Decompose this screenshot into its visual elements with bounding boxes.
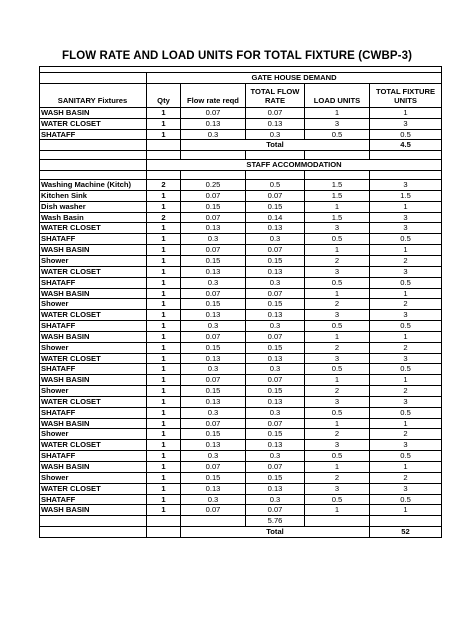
empty-cell (181, 151, 246, 160)
table-row (40, 494, 442, 505)
flow-rate-cell: 0.15 (181, 255, 246, 266)
qty-cell: 1 (147, 386, 181, 397)
empty-cell (40, 151, 147, 160)
fixture-units-cell: 2 (370, 342, 442, 353)
fixture-name-cell: Kitchen Sink (40, 190, 147, 201)
load-units-cell: 1 (305, 245, 370, 256)
fixture-name-cell: Dish washer (40, 201, 147, 212)
blank-row (40, 151, 442, 160)
fixture-units-cell: 2 (370, 299, 442, 310)
fixture-units-cell: 0.5 (370, 321, 442, 332)
load-units-cell: 2 (305, 429, 370, 440)
flow-rate-cell: 0.13 (181, 118, 246, 129)
flow-rate-cell: 0.13 (181, 440, 246, 451)
empty-cell (370, 516, 442, 527)
table-row (40, 418, 442, 429)
fixture-units-cell: 3 (370, 180, 442, 191)
total-flow-cell: 0.13 (246, 483, 305, 494)
qty-cell: 2 (147, 212, 181, 223)
load-units-cell: 0.5 (305, 364, 370, 375)
total-flow-cell: 0.14 (246, 212, 305, 223)
qty-cell: 1 (147, 277, 181, 288)
flow-sum-row (40, 516, 442, 527)
flow-rate-cell: 0.13 (181, 266, 246, 277)
table-row (40, 223, 442, 234)
qty-cell: 1 (147, 418, 181, 429)
table-row (40, 386, 442, 397)
total-row (40, 527, 442, 538)
load-units-cell: 2 (305, 342, 370, 353)
table-row (40, 331, 442, 342)
load-units-cell: 3 (305, 266, 370, 277)
column-header: Qty (147, 83, 181, 107)
flow-rate-cell: 0.3 (181, 321, 246, 332)
total-value: 4.5 (370, 140, 442, 151)
qty-cell: 1 (147, 201, 181, 212)
fixture-name-cell: WATER CLOSET (40, 483, 147, 494)
fixture-name-cell: WATER CLOSET (40, 223, 147, 234)
flow-rate-cell: 0.07 (181, 375, 246, 386)
flow-rate-cell: 0.3 (181, 451, 246, 462)
qty-cell: 1 (147, 288, 181, 299)
total-flow-cell: 0.13 (246, 353, 305, 364)
fixture-name-cell: SHATAFF (40, 364, 147, 375)
fixture-name-cell: Shower (40, 429, 147, 440)
empty-cell (181, 171, 246, 180)
fixture-name-cell: SHATAFF (40, 494, 147, 505)
fixture-name-cell: WASH BASIN (40, 375, 147, 386)
empty-cell (370, 171, 442, 180)
fixture-units-cell: 0.5 (370, 364, 442, 375)
fixture-units-cell: 2 (370, 472, 442, 483)
fixture-units-cell: 3 (370, 118, 442, 129)
load-units-cell: 1.5 (305, 190, 370, 201)
total-flow-cell: 0.3 (246, 321, 305, 332)
load-units-cell: 1 (305, 288, 370, 299)
load-units-cell: 2 (305, 386, 370, 397)
flow-rate-cell: 0.13 (181, 310, 246, 321)
total-flow-cell: 0.5 (246, 180, 305, 191)
fixture-name-cell: SHATAFF (40, 451, 147, 462)
qty-cell: 1 (147, 494, 181, 505)
fixture-name-cell: SHATAFF (40, 407, 147, 418)
empty-cell (40, 160, 147, 171)
section-heading-row (40, 160, 442, 171)
qty-cell: 1 (147, 118, 181, 129)
empty-cell (147, 151, 181, 160)
column-header: LOAD UNITS (305, 83, 370, 107)
empty-cell (147, 527, 181, 538)
fixture-name-cell: WASH BASIN (40, 107, 147, 118)
table-row (40, 375, 442, 386)
qty-cell: 1 (147, 234, 181, 245)
fixture-name-cell: Wash Basin (40, 212, 147, 223)
blank-row (40, 171, 442, 180)
fixture-units-cell: 1 (370, 107, 442, 118)
table-row (40, 353, 442, 364)
flow-rate-cell: 0.07 (181, 331, 246, 342)
fixture-units-cell: 1 (370, 505, 442, 516)
total-flow-cell: 0.13 (246, 396, 305, 407)
flow-rate-cell: 0.3 (181, 234, 246, 245)
total-flow-cell: 0.15 (246, 342, 305, 353)
table-row (40, 255, 442, 266)
qty-cell: 1 (147, 342, 181, 353)
table-row (40, 440, 442, 451)
table-row (40, 212, 442, 223)
fixture-name-cell: WATER CLOSET (40, 440, 147, 451)
load-units-cell: 2 (305, 255, 370, 266)
empty-cell (40, 171, 147, 180)
fixture-units-cell: 2 (370, 255, 442, 266)
fixture-name-cell: Washing Machine (Kitch) (40, 180, 147, 191)
empty-cell (370, 151, 442, 160)
table-row (40, 342, 442, 353)
flow-rate-cell: 0.15 (181, 429, 246, 440)
flow-sum-value: 5.76 (246, 516, 305, 527)
load-units-cell: 3 (305, 310, 370, 321)
load-units-cell: 1 (305, 418, 370, 429)
flow-rate-cell: 0.3 (181, 494, 246, 505)
column-header: TOTAL FLOW RATE (246, 83, 305, 107)
flow-rate-cell: 0.07 (181, 190, 246, 201)
flow-rate-cell: 0.13 (181, 483, 246, 494)
total-row (40, 140, 442, 151)
total-flow-cell: 0.13 (246, 310, 305, 321)
table-row (40, 451, 442, 462)
total-flow-cell: 0.3 (246, 277, 305, 288)
table-row (40, 396, 442, 407)
empty-cell (147, 140, 181, 151)
fixture-units-cell: 0.5 (370, 494, 442, 505)
load-units-cell: 0.5 (305, 451, 370, 462)
flow-rate-cell: 0.15 (181, 342, 246, 353)
load-units-cell: 0.5 (305, 321, 370, 332)
fixture-units-cell: 3 (370, 212, 442, 223)
load-units-cell: 1 (305, 462, 370, 473)
empty-cell (305, 516, 370, 527)
total-flow-cell: 0.13 (246, 223, 305, 234)
fixture-name-cell: Shower (40, 472, 147, 483)
load-units-cell: 3 (305, 223, 370, 234)
table-row (40, 245, 442, 256)
fixture-units-cell: 0.5 (370, 451, 442, 462)
flow-rate-cell: 0.3 (181, 364, 246, 375)
column-header-row (40, 83, 442, 107)
empty-cell (305, 151, 370, 160)
empty-cell (246, 151, 305, 160)
qty-cell: 1 (147, 483, 181, 494)
table-row (40, 277, 442, 288)
total-flow-cell: 0.07 (246, 418, 305, 429)
table-row (40, 462, 442, 473)
load-units-cell: 3 (305, 353, 370, 364)
fixture-units-cell: 3 (370, 440, 442, 451)
fixture-units-cell: 1.5 (370, 190, 442, 201)
qty-cell: 1 (147, 107, 181, 118)
column-header: Flow rate reqd (181, 83, 246, 107)
load-units-cell: 1 (305, 201, 370, 212)
section-heading: STAFF ACCOMMODATION (147, 160, 442, 171)
qty-cell: 1 (147, 407, 181, 418)
flow-rate-cell: 0.07 (181, 107, 246, 118)
total-flow-cell: 0.07 (246, 288, 305, 299)
table-row (40, 407, 442, 418)
load-units-cell: 0.5 (305, 494, 370, 505)
qty-cell: 1 (147, 266, 181, 277)
qty-cell: 1 (147, 299, 181, 310)
load-units-cell: 1 (305, 107, 370, 118)
load-units-cell: 1.5 (305, 180, 370, 191)
table-row (40, 180, 442, 191)
flow-rate-cell: 0.13 (181, 223, 246, 234)
fixture-name-cell: Shower (40, 386, 147, 397)
fixture-name-cell: WASH BASIN (40, 462, 147, 473)
fixture-name-cell: WATER CLOSET (40, 266, 147, 277)
fixture-name-cell: SHATAFF (40, 129, 147, 140)
total-flow-cell: 0.3 (246, 494, 305, 505)
total-flow-cell: 0.15 (246, 386, 305, 397)
load-units-cell: 2 (305, 299, 370, 310)
table-row (40, 288, 442, 299)
total-flow-cell: 0.15 (246, 201, 305, 212)
page-title: FLOW RATE AND LOAD UNITS FOR TOTAL FIXTURE (CWBP-3) (61, 50, 413, 62)
total-flow-cell: 0.13 (246, 118, 305, 129)
table-row (40, 201, 442, 212)
section-heading: GATE HOUSE DEMAND (147, 73, 442, 84)
load-units-cell: 2 (305, 472, 370, 483)
fixture-units-cell: 1 (370, 375, 442, 386)
table-row (40, 321, 442, 332)
empty-cell (147, 171, 181, 180)
flow-rate-cell: 0.07 (181, 462, 246, 473)
table-row (40, 234, 442, 245)
total-flow-cell: 0.07 (246, 505, 305, 516)
total-flow-cell: 0.07 (246, 462, 305, 473)
load-units-cell: 0.5 (305, 277, 370, 288)
qty-cell: 1 (147, 223, 181, 234)
flow-rate-cell: 0.07 (181, 505, 246, 516)
qty-cell: 1 (147, 331, 181, 342)
qty-cell: 1 (147, 462, 181, 473)
fixture-name-cell: WASH BASIN (40, 418, 147, 429)
load-units-cell: 0.5 (305, 129, 370, 140)
qty-cell: 1 (147, 255, 181, 266)
empty-cell (181, 516, 246, 527)
fixture-name-cell: SHATAFF (40, 234, 147, 245)
fixture-name-cell: WATER CLOSET (40, 396, 147, 407)
table-row (40, 266, 442, 277)
flow-rate-cell: 0.15 (181, 386, 246, 397)
flow-rate-cell: 0.15 (181, 201, 246, 212)
empty-cell (147, 516, 181, 527)
total-label: Total (181, 527, 370, 538)
qty-cell: 1 (147, 505, 181, 516)
flow-rate-cell: 0.25 (181, 180, 246, 191)
qty-cell: 1 (147, 429, 181, 440)
table-row (40, 190, 442, 201)
flow-rate-cell: 0.3 (181, 277, 246, 288)
table-row (40, 118, 442, 129)
fixture-units-cell: 3 (370, 396, 442, 407)
fixture-name-cell: Shower (40, 299, 147, 310)
qty-cell: 1 (147, 190, 181, 201)
total-flow-cell: 0.3 (246, 364, 305, 375)
fixture-units-cell: 3 (370, 353, 442, 364)
load-units-cell: 1 (305, 375, 370, 386)
flow-rate-cell: 0.07 (181, 245, 246, 256)
table-row (40, 364, 442, 375)
fixture-units-cell: 0.5 (370, 407, 442, 418)
fixture-units-cell: 2 (370, 429, 442, 440)
total-flow-cell: 0.07 (246, 331, 305, 342)
total-flow-cell: 0.07 (246, 375, 305, 386)
fixture-units-cell: 1 (370, 288, 442, 299)
fixture-units-cell: 3 (370, 266, 442, 277)
flow-rate-cell: 0.07 (181, 212, 246, 223)
table-row (40, 107, 442, 118)
fixture-units-cell: 1 (370, 201, 442, 212)
fixture-units-cell: 2 (370, 386, 442, 397)
total-flow-cell: 0.3 (246, 451, 305, 462)
empty-cell (305, 171, 370, 180)
total-flow-cell: 0.15 (246, 255, 305, 266)
total-flow-cell: 0.07 (246, 245, 305, 256)
column-header: SANITARY Fixtures (40, 83, 147, 107)
fixture-name-cell: WASH BASIN (40, 331, 147, 342)
fixture-table-body (40, 67, 442, 538)
load-units-cell: 0.5 (305, 407, 370, 418)
fixture-units-cell: 0.5 (370, 129, 442, 140)
fixture-units-cell: 3 (370, 310, 442, 321)
flow-rate-cell: 0.07 (181, 288, 246, 299)
fixture-units-cell: 0.5 (370, 277, 442, 288)
flow-rate-cell: 0.3 (181, 129, 246, 140)
flow-rate-cell: 0.13 (181, 396, 246, 407)
table-row (40, 129, 442, 140)
qty-cell: 1 (147, 440, 181, 451)
total-label: Total (181, 140, 370, 151)
empty-cell (246, 171, 305, 180)
flow-rate-cell: 0.15 (181, 299, 246, 310)
qty-cell: 1 (147, 472, 181, 483)
table-row (40, 429, 442, 440)
load-units-cell: 3 (305, 440, 370, 451)
fixture-units-cell: 0.5 (370, 234, 442, 245)
fixture-units-cell: 3 (370, 223, 442, 234)
total-flow-cell: 0.15 (246, 299, 305, 310)
total-flow-cell: 0.3 (246, 407, 305, 418)
fixture-units-cell: 1 (370, 418, 442, 429)
fixture-name-cell: WATER CLOSET (40, 310, 147, 321)
flow-rate-cell: 0.15 (181, 472, 246, 483)
load-units-cell: 3 (305, 118, 370, 129)
fixture-name-cell: WATER CLOSET (40, 118, 147, 129)
section-heading-row (40, 73, 442, 84)
qty-cell: 1 (147, 310, 181, 321)
qty-cell: 1 (147, 364, 181, 375)
flow-rate-cell: 0.13 (181, 353, 246, 364)
load-units-cell: 3 (305, 483, 370, 494)
table-row (40, 505, 442, 516)
total-flow-cell: 0.15 (246, 472, 305, 483)
qty-cell: 2 (147, 180, 181, 191)
qty-cell: 1 (147, 129, 181, 140)
fixture-name-cell: WASH BASIN (40, 505, 147, 516)
total-flow-cell: 0.15 (246, 429, 305, 440)
empty-cell (40, 527, 147, 538)
fixture-name-cell: WASH BASIN (40, 245, 147, 256)
load-units-cell: 1.5 (305, 212, 370, 223)
total-value: 52 (370, 527, 442, 538)
load-units-cell: 1 (305, 505, 370, 516)
fixture-units-cell: 1 (370, 462, 442, 473)
fixture-name-cell: SHATAFF (40, 321, 147, 332)
qty-cell: 1 (147, 396, 181, 407)
fixture-name-cell: SHATAFF (40, 277, 147, 288)
column-header: TOTAL FIXTURE UNITS (370, 83, 442, 107)
total-flow-cell: 0.07 (246, 107, 305, 118)
fixture-name-cell: WATER CLOSET (40, 353, 147, 364)
total-flow-cell: 0.3 (246, 234, 305, 245)
fixture-units-cell: 1 (370, 331, 442, 342)
total-flow-cell: 0.13 (246, 266, 305, 277)
qty-cell: 1 (147, 353, 181, 364)
total-flow-cell: 0.13 (246, 440, 305, 451)
total-flow-cell: 0.3 (246, 129, 305, 140)
empty-cell (40, 73, 147, 84)
qty-cell: 1 (147, 245, 181, 256)
load-units-cell: 0.5 (305, 234, 370, 245)
table-row (40, 472, 442, 483)
fixture-table (39, 66, 442, 538)
flow-rate-cell: 0.3 (181, 407, 246, 418)
fixture-units-cell: 3 (370, 483, 442, 494)
load-units-cell: 3 (305, 396, 370, 407)
fixture-name-cell: Shower (40, 255, 147, 266)
qty-cell: 1 (147, 321, 181, 332)
table-row (40, 483, 442, 494)
fixture-name-cell: Shower (40, 342, 147, 353)
qty-cell: 1 (147, 451, 181, 462)
table-row (40, 310, 442, 321)
load-units-cell: 1 (305, 331, 370, 342)
total-flow-cell: 0.07 (246, 190, 305, 201)
empty-cell (40, 516, 147, 527)
table-row (40, 299, 442, 310)
flow-rate-cell: 0.07 (181, 418, 246, 429)
fixture-units-cell: 1 (370, 245, 442, 256)
fixture-name-cell: WASH BASIN (40, 288, 147, 299)
empty-cell (40, 140, 147, 151)
qty-cell: 1 (147, 375, 181, 386)
